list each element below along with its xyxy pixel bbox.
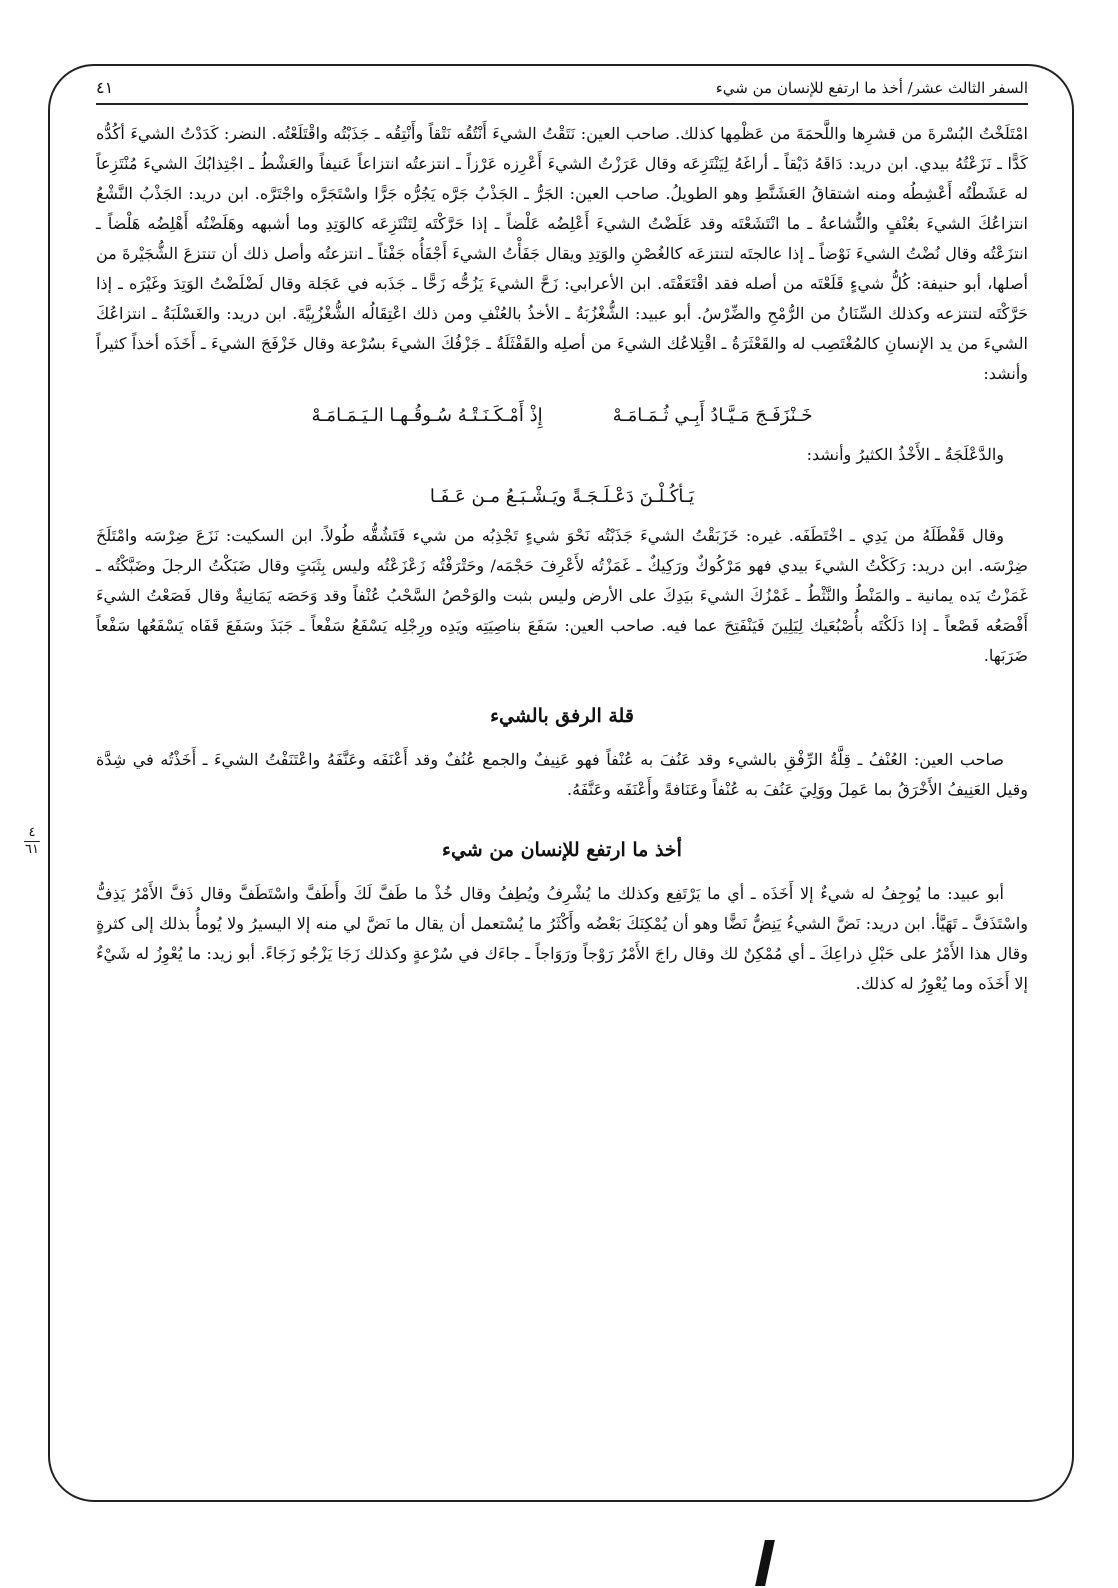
header-title: السفر الثالث عشر/ أخذ ما ارتفع للإنسان من شيء <box>715 79 1028 97</box>
section-title-2: أخذ ما ارتفع للإنسان من شيء <box>442 839 682 861</box>
body-paragraph-1: امْتَلَخْتُ البُسْرةَ من قشرِها واللَّحمَةَ من عَظْمِها كذلك. صاحب العين: نَتَقْتُ الشيءَ أَنْتُقُه نَتْقاً وأَنْتِقُه ـ جَذَبْتُه واقْتَلَعْتُه. النضر: كَدَدْتُ الشيءَ أكُدُّه كَدًّا ـ نَزَعْتُهُ بيدي. ابن دريد: دَاقَهُ دَيْقاً ـ أراغَهُ لِيَنْتَزِعَه وقال عَرَزْتُ الشيءَ أَعْرِزه عَرْزاً ـ انتزعتُه انتزاعاً عَنيفاً والعَشْطُ ـ اجْتِذابُكَ الشيءَ مُنْتَزِعاً له عَشَطْتُه أَعْشِطُه ومنه اشتقاقُ العَشَنَّطِ وهو الطويلُ. صاحب العين: الجَرُّ ـ الجَذْبُ جَرَّه يَجُرُّه جَرًّا واسْتَجَرَّه واجْتَرَّه. ابن دريد: الجَذْبُ النَّشْعُ انتزاعُكَ الشيءَ بعُنْفٍ والنُّشاعةُ ـ ما انْتَشَعْتَه وقد عَلَضْتُ الشيءَ أَعْلِضُه عَلْضاً ـ إذا حَرَّكْتَه لِتَنْتَزِعَه كالوَتِدِ وما أشبهه وهَلَضْتُه أَهْلِضُه هَلْضاً ـ انتزَعْتُه وقال نُضْتُ الشيءَ نَوْضاً ـ إذا عالجتَه لتنتزعَه كالغُصْنِ والوَتِدِ ويقال جَفَأْتُ الشيءَ أَجْفَأُه جَفْئاً ـ انتزعتُه وأصل ذلك أن تنتزعَ الشُّجَيْرةَ من أصلها، أبو حنيفة: كُلُّ شيءٍ قَلَعْتَه من أصله فقد اقْتَعَفْتَه. ابن الأعرابي: زَحَّ الشيءَ يَزُحُّه زَحًّا ـ جَذَبه في عَجَلة وقال لَضْلَضْتُ الوَتِدَ وغَيْرَه ـ إذا حَرَّكْتَه لتنتزعه وكذلك السِّنَانُ من الرُّمْحِ والضِّرْسُ. أبو عبيد: الشُّغْزُبَةُ ـ الأخذُ بالعُنْفِ ومن ذلك اعْتِقَالُه الشُّغْزُبِيَّةَ. ابن دريد: والغَسْلَبَةُ ـ انتزاعُكَ الشيءَ من يد الإنسانِ كالمُغْتَصِب له والقَعْثَرَةُ ـ اقْتِلاعُك الشيءَ من أصلِه والقَفْثَلَةُ ـ جَزْفُكَ الشيءَ بسُرْعة وقال خَزْفَجَ الشيءَ ـ أَخَذَه أخذاً كثيراً وأنشد: <box>96 124 1028 383</box>
page-content <box>96 78 1028 999</box>
section-1-text: صاحب العين: العُنْفُ ـ قِلَّةُ الرِّفْقِ بالشيء وقد عَنُفَ به عُنْفاً فهو عَنِيفٌ والجمع عُنُفٌ وقد أَعْنَفَه وعَنَّفَهُ واعْتَنَفْتُ الشيءَ ـ أَخَذْتُه في شِدَّة وقيل العَنِيفُ الأَخْرَقُ بما عَمِلَ ووَلِيَ عَنُفَ به عُنْفاً وعَنَافةً وأَعْنَفَه وعَنَّفَهُ. <box>96 750 1028 799</box>
body-paragraph-2: والدَّعْلَجَةُ ـ الأَخْذُ الكثيرُ وأنشد: <box>806 445 1004 464</box>
verse-1-second-hemistich: إِذْ أَمْـكَـنَـتْـهُ سُـوقُـهـا الـيَـمَـامَـهْ <box>311 405 543 426</box>
verse-1 <box>96 405 1028 426</box>
verse-2-line: يَـأكُـلْـنَ دَعْـلَـجَـةً ويَـشْـبَـعُ مـن عَـفَـا <box>429 486 695 507</box>
verse-1-first-hemistich: خَـنْزَفَـجَ مَـيَّـادُ أَبِـي ثُـمَـامَـهْ <box>612 405 813 426</box>
margin-reference-bottom: ٦١ <box>25 842 39 857</box>
section-title-1: قلة الرفق بالشيء <box>490 705 634 727</box>
running-header <box>96 78 1028 105</box>
margin-reference <box>24 826 40 857</box>
page-number: ٤١ <box>96 78 114 97</box>
scan-artifact-mark <box>755 1540 775 1586</box>
verse-2 <box>96 486 1028 507</box>
margin-reference-top: ٤ <box>28 825 36 840</box>
section-2-text: أبو عبيد: ما يُوجِفُ له شيءٌ إلا أَخَذَه ـ أي ما يَرْتَفِع وكذلك ما يُشْرِفُ ويُطِفُ وقال خُذْ ما طَفَّ لَكَ وأَطَفَّ واسْتَطَفَّ وقال ذَفَّ الأَمْرُ يَذِفُّ واسْتَذَفَّ ـ تَهَيَّأ. ابن دريد: نَضَّ الشيءُ يَنِضُّ نَضًّا وهو أن يُمْكِنَكَ بَعْضُه وأَكْثَرُ ما يُسْتعمل أن يقال ما نَضَّ لي منه إلا اليسيرُ ولا يُومأُ بذلك إلى كثرةٍ وقال هذا الأَمْرُ على حَبْلِ ذراعِكَ ـ أي مُمْكِنٌ لك وقال راجَ الأَمْرُ رَوْجاً ورَوَاجاً ـ جاءَك في سُرْعةٍ وكذلك زَجَا يَزْجُو زَجَاءً. أبو زيد: ما يُعْوِزُ له شَيْءٌ إلا أَخَذَه وما يُعْوِرُ له كذلك. <box>96 884 1029 993</box>
body-paragraph-3: وقال قَفْطَلَهُ من يَدِي ـ اخْتَطَفَه. غيره: خَزَبَقْتُ الشيءَ جَذَبْتُه نَحْوَ شيءٍ تَجْذِبُه من شيء فَتَشُقُّه طُولاً. ابن السكيت: نَزَعَ ضِرْسَه وامْتَلَخَ ضِرْسَه. ابن دريد: رَكَكْتُ الشيءَ بيدي فهو مَرْكُوكٌ ورَكِيكٌ ـ غَمَزْتُه لأَعْرِفَ حَجْمَه/ وحَتْرَفْتُه زَعْزَعْتُه وليس بِثَبَتٍ وقال ضَبَكْتُ الرجلَ وضَبَّكْتُه ـ غَمَزْتُ يَده يمانية ـ والمَنْطُ والنَّثْطُ ـ غَمْزُكَ الشيءَ بيَدِكَ على الأرض وليس بثبت والوَحْصُ السَّحْبُ عُنْفاً وقد وَحَصَه يَمَانِيةٌ وقال فَصَعْتُ الشيءَ أَفْصَعُه فَصْعاً ـ إذا دَلَكْتَه بأُصْبُعَيك لِيَلِينَ فَيَنْفَتِحَ عما فيه. صاحب العين: سَفَعَ بناصِيَتِه ويَدِه ورِجْلِه يَسْفَعُ سَفْعاً ـ جَبَذَ وسَفَعَ قَفَاه يَسْفَعُها سَفْعاً ضَرَبَها. <box>96 526 1028 665</box>
